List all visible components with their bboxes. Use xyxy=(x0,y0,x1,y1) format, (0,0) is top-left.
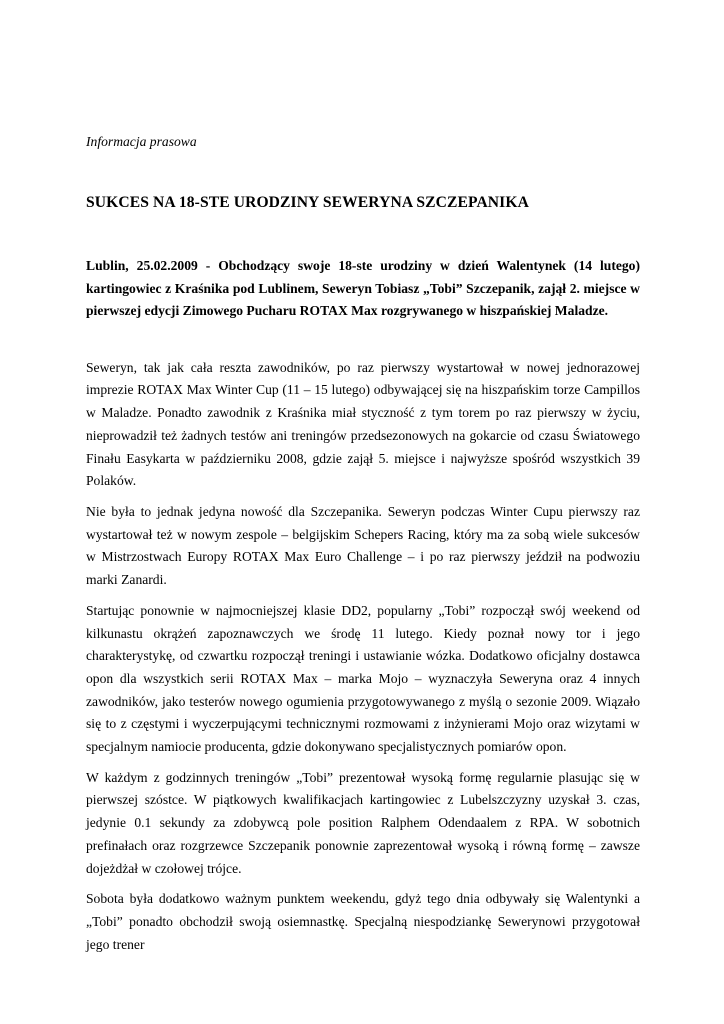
body-paragraph-2: Nie była to jednak jedyna nowość dla Szczepanika. Seweryn podczas Winter Cupu pierwszy raz wystartował też w nowym zespole – belgijskim Schepers Racing, który ma za sobą wiele sukcesów w Mistrzostwach Europy ROTAX Max Euro Challenge – i po raz pierwszy jeździł na podwoziu marki Zanardi. xyxy=(86,504,640,588)
press-release-page xyxy=(86,132,640,956)
lead-paragraph: Lublin, 25.02.2009 - Obchodzący swoje 18-ste urodziny w dzień Walentynek (14 lutego) kartingowiec z Kraśnika pod Lublinem, Seweryn Tobiasz „Tobi” Szczepanik, zajął 2. miejsce w pierwszej edycji Zimowego Pucharu ROTAX Max rozgrywanego w hiszpańskiej Maladze. xyxy=(86,258,640,319)
body-paragraph-4: W każdym z godzinnych treningów „Tobi” prezentował wysoką formę regularnie plasując się w pierwszej szóstce. W piątkowych kwalifikacjach kartingowiec z Lubelszczyzny uzyskał 3. czas, jedynie 0.1 sekundy za zdobywcą pole position Ralphem Odendaalem z RPA. W sobotnich prefinałach oraz rozgrzewce Szczepanik ponownie zaprezentował wysoką i równą formę – zawsze dojeżdżał w czołowej trójce. xyxy=(86,769,640,876)
body-paragraph-3: Startując ponownie w najmocniejszej klasie DD2, popularny „Tobi” rozpoczął swój weekend od kilkunastu okrążeń zapoznawczych we środę 11 lutego. Kiedy poznał nowy tor i jego charakterystykę, od czwartku rozpoczął treningi i ustawianie wózka. Dodatkowo oficjalny dostawca opon dla wszystkich serii ROTAX Max – marka Mojo – wyznaczyła Seweryna oraz 4 innych zawodników, jako testerów nowego ogumienia przygotowywanego z myślą o sezonie 2009. Wiązało się to z częstymi i wyczerpującymi technicznymi rozmowami z inżynierami Mojo oraz wizytami w specjalnym namiocie producenta, gdzie dokonywano specjalistycznych pomiarów opon. xyxy=(86,602,640,755)
body-paragraph-1: Seweryn, tak jak cała reszta zawodników, po raz pierwszy wystartował w nowej jednorazowej imprezie ROTAX Max Winter Cup (11 – 15 lutego) odbywającej się na hiszpańskim torze Campillos w Maladze. Ponadto zawodnik z Kraśnika miał styczność z tym torem po raz pierwszy w życiu, nieprowadził też żadnych testów ani treningów przedsezonowych na gokarcie od czasu Światowego Finału Easykarta w październiku 2008, gdzie zajął 5. miejsce i najwyższe spośród wszystkich 39 Polaków. xyxy=(86,359,640,489)
document-title: SUKCES NA 18-STE URODZINY SEWERYNA SZCZEPANIKA xyxy=(86,194,529,211)
body-paragraph-5: Sobota była dodatkowo ważnym punktem weekendu, gdyż tego dnia odbywały się Walentynki a „Tobi” ponadto obchodził swoją osiemnastkę. Specjalną niespodziankę Sewerynowi przygotował jego trener xyxy=(86,891,640,952)
document-kicker: Informacja prasowa xyxy=(86,134,197,149)
